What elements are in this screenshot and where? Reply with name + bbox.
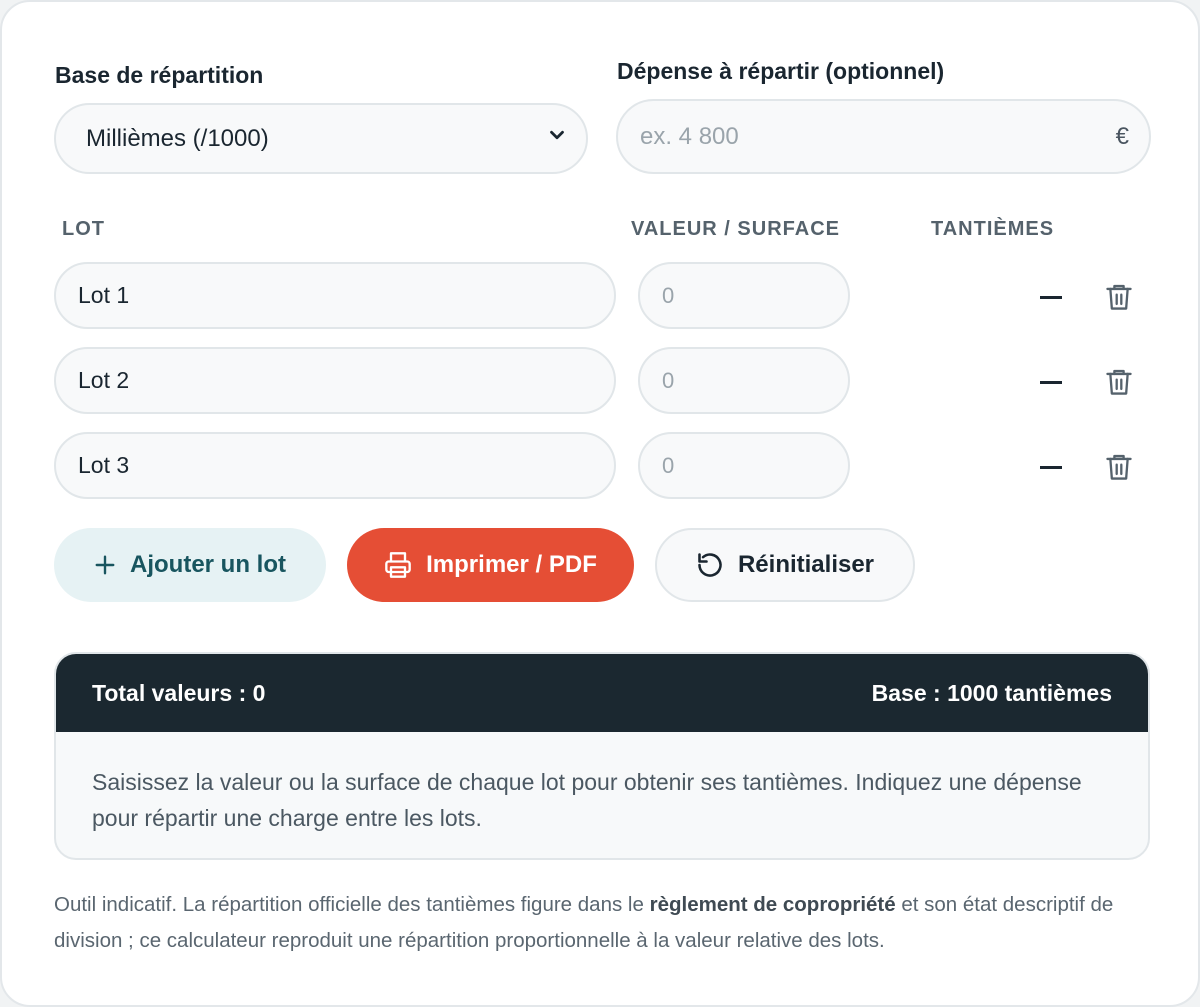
add-lot-button[interactable] (54, 528, 326, 602)
lot-value-input[interactable]: 0 (638, 432, 850, 499)
lot-value-input[interactable]: 0 (638, 347, 850, 414)
summary-bar (56, 654, 1148, 732)
reset-icon (696, 551, 724, 579)
chevron-down-icon (546, 124, 568, 153)
column-header-lot: LOT (62, 218, 105, 240)
print-pdf-button[interactable] (347, 528, 634, 602)
printer-icon (384, 551, 412, 579)
footnote-bold: règlement de copropriété (649, 893, 896, 916)
base-total: Base : 1000 tantièmes (871, 679, 1112, 706)
summary-panel (54, 652, 1150, 860)
print-pdf-label: Imprimer / PDF (426, 551, 597, 578)
column-header-value: VALEUR / SURFACE (631, 218, 840, 240)
euro-unit: € (1115, 122, 1129, 150)
reset-button[interactable] (655, 528, 915, 602)
footnote-text-start: Outil indicatif. La répartition officielle des tantièmes figure dans le (54, 893, 650, 916)
base-select[interactable] (54, 103, 588, 174)
lot-shares-value (1040, 466, 1062, 469)
expense-field (616, 99, 1151, 174)
trash-icon[interactable] (1105, 452, 1133, 482)
lot-shares-value (1040, 381, 1062, 384)
expense-label: Dépense à répartir (optionnel) (617, 58, 945, 84)
expense-input[interactable] (640, 123, 1116, 151)
column-header-shares: TANTIÈMES (931, 218, 1055, 240)
base-select-value: Millièmes (/1000) (86, 124, 269, 152)
footnote-text-end: et son état descriptif de division ; ce calculateur reproduit une répartition proportionnelle à la valeur relative des lots. (54, 893, 1114, 952)
lot-shares-value (1040, 296, 1062, 299)
trash-icon[interactable] (1105, 367, 1133, 397)
reset-label: Réinitialiser (737, 551, 875, 578)
trash-icon[interactable] (1105, 282, 1133, 312)
summary-message: Saisissez la valeur ou la surface de chaque lot pour obtenir ses tantièmes. Indiquez une dépense pour répartir une charge entre les lots. (92, 769, 1082, 831)
lot-value-input[interactable]: 0 (638, 262, 850, 329)
total-values: Total valeurs : 0 (92, 679, 266, 706)
lot-name-input[interactable]: Lot 2 (54, 347, 616, 414)
footnote (54, 887, 1144, 959)
add-lot-label: Ajouter un lot (130, 551, 286, 578)
plus-icon (94, 554, 116, 576)
base-label: Base de répartition (55, 62, 264, 88)
lot-name-input[interactable]: Lot 3 (54, 432, 616, 499)
lot-name-input[interactable]: Lot 1 (54, 262, 616, 329)
